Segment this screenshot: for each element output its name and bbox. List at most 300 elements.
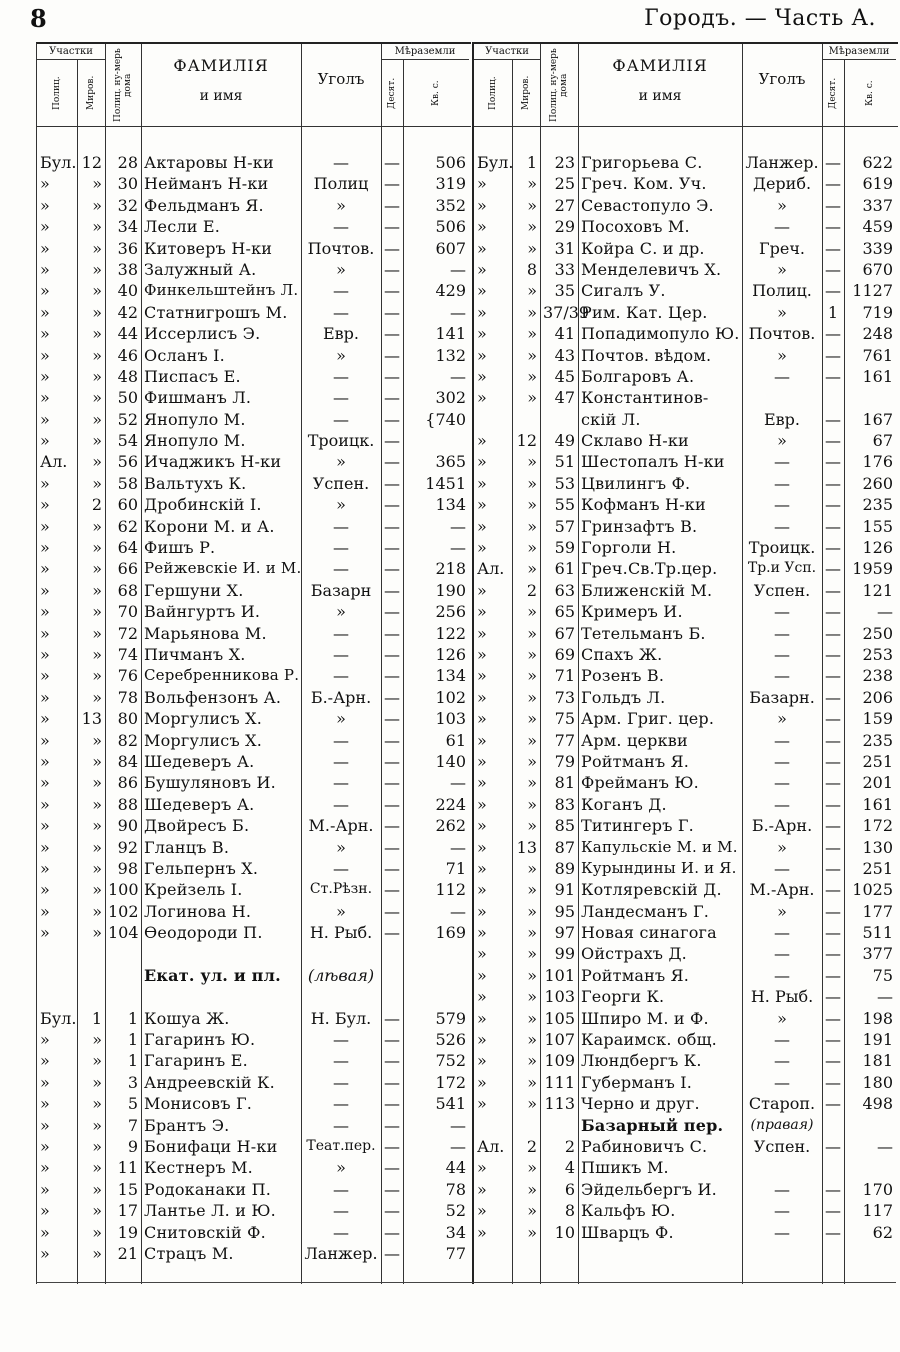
sq-sazhen: —	[450, 773, 466, 793]
desiatiny: —	[384, 473, 400, 493]
uchastok-mirov: »	[92, 452, 102, 472]
uchastok-mirov: »	[92, 602, 102, 622]
sq-sazhen: 526	[435, 1030, 466, 1050]
table-row	[474, 366, 898, 387]
uchastok-mirov: »	[92, 1115, 102, 1135]
uchastok-mirov: »	[92, 259, 102, 279]
owner-name: Бонифаци Н-ки	[144, 1136, 278, 1156]
house-number: 60	[117, 495, 138, 515]
corner: (правая)	[750, 1116, 814, 1133]
desiatiny: —	[825, 687, 841, 707]
house-number: 59	[554, 538, 575, 558]
uchastok-mirov: »	[527, 366, 537, 386]
house-number: 75	[554, 709, 575, 729]
desiatiny: —	[384, 837, 400, 857]
header-ugol: Уголъ	[758, 70, 806, 88]
owner-name: Ройтманъ Я.	[581, 751, 690, 771]
uchastok-mirov: »	[92, 644, 102, 664]
sq-sazhen: 253	[862, 644, 893, 664]
corner: —	[774, 495, 790, 515]
uchastok-mirov: »	[527, 1222, 537, 1242]
table-row	[37, 1136, 471, 1157]
uchastok-polic: »	[40, 345, 50, 365]
uchastok-polic: Ал.	[477, 559, 505, 579]
sq-sazhen: 122	[435, 623, 466, 643]
owner-name: Марьянова М.	[144, 623, 267, 643]
uchastok-polic: »	[477, 1201, 487, 1221]
corner: —	[774, 858, 790, 878]
corner: Греч.	[759, 238, 805, 258]
owner-name: Котляревскій Д.	[581, 880, 722, 900]
uchastok-mirov: »	[527, 1008, 537, 1028]
corner: »	[777, 195, 787, 215]
owner-name: Шедеверъ А.	[144, 794, 255, 814]
desiatiny: —	[384, 259, 400, 279]
owner-name: Гершуни Х.	[144, 580, 244, 600]
house-number: 49	[554, 431, 575, 451]
house-number: 27	[554, 195, 575, 215]
table-row	[37, 815, 471, 836]
table-row	[474, 879, 898, 900]
corner: Почтов.	[307, 238, 375, 258]
sq-sazhen: 180	[862, 1072, 893, 1092]
table-row	[474, 644, 898, 665]
uchastok-mirov: 2	[526, 580, 537, 600]
uchastok-polic: »	[40, 730, 50, 750]
uchastok-polic: »	[477, 1179, 487, 1199]
desiatiny: —	[384, 516, 400, 536]
uchastok-polic: »	[477, 880, 487, 900]
corner: —	[774, 1030, 790, 1050]
house-number: 1	[127, 1051, 138, 1071]
uchastok-polic: »	[477, 1158, 487, 1178]
desiatiny: —	[384, 1201, 400, 1221]
uchastok-mirov: »	[92, 559, 102, 579]
desiatiny: —	[384, 431, 400, 451]
table-row	[37, 751, 471, 772]
sq-sazhen: 155	[862, 516, 893, 536]
desiatiny: —	[384, 1051, 400, 1071]
uchastok-mirov: »	[92, 1051, 102, 1071]
owner-name: Эйдельбергъ И.	[581, 1179, 717, 1199]
owner-name: Фишманъ Л.	[144, 388, 252, 408]
uchastok-mirov: »	[92, 1222, 102, 1242]
owner-name: Лантье Л. и Ю.	[144, 1201, 276, 1221]
uchastok-polic: »	[477, 666, 487, 686]
desiatiny: —	[825, 516, 841, 536]
owner-name: Дробинскій І.	[144, 495, 262, 515]
uchastok-polic: »	[40, 366, 50, 386]
house-number: 11	[117, 1158, 138, 1178]
uchastok-polic: »	[477, 495, 487, 515]
desiatiny: —	[384, 345, 400, 365]
owner-name: Двойресъ Б.	[144, 816, 250, 836]
sq-sazhen: 34	[445, 1222, 466, 1242]
house-number: 41	[554, 324, 575, 344]
table-row	[37, 216, 471, 237]
owner-name: скій Л.	[581, 409, 641, 429]
corner: —	[774, 751, 790, 771]
table-row	[37, 943, 471, 964]
table-row	[37, 152, 471, 173]
sq-sazhen: 579	[435, 1008, 466, 1028]
desiatiny: —	[825, 837, 841, 857]
owner-name: Сигалъ У.	[581, 281, 666, 301]
sq-sazhen: 61	[445, 730, 466, 750]
uchastok-mirov: »	[527, 388, 537, 408]
corner: —	[333, 559, 349, 579]
sq-sazhen: 132	[435, 345, 466, 365]
house-number: 35	[554, 281, 575, 301]
uchastok-polic: »	[477, 345, 487, 365]
uchastok-mirov: »	[527, 1051, 537, 1071]
house-number: 36	[117, 238, 138, 258]
desiatiny: —	[825, 773, 841, 793]
table-row	[37, 345, 471, 366]
corner: —	[774, 944, 790, 964]
sq-sazhen: 161	[862, 794, 893, 814]
corner: »	[336, 495, 346, 515]
table-row	[474, 580, 898, 601]
desiatiny: —	[825, 366, 841, 386]
sq-sazhen: 134	[435, 666, 466, 686]
corner: »	[777, 1008, 787, 1028]
table-row	[37, 730, 471, 751]
owner-name: Менделевичъ Х.	[581, 259, 722, 279]
house-number: 65	[554, 602, 575, 622]
uchastok-polic: »	[477, 174, 487, 194]
desiatiny: —	[384, 666, 400, 686]
corner: —	[333, 1179, 349, 1199]
table-row	[37, 195, 471, 216]
sq-sazhen: 1451	[425, 473, 466, 493]
corner: —	[333, 751, 349, 771]
corner: Троицк.	[307, 431, 375, 451]
header-uchastki: Участки	[37, 46, 105, 60]
house-number: 6	[564, 1179, 575, 1199]
desiatiny: —	[384, 238, 400, 258]
uchastok-mirov: »	[92, 794, 102, 814]
owner-name: Фельдманъ Я.	[144, 195, 264, 215]
uchastok-polic: »	[40, 174, 50, 194]
table-row	[37, 837, 471, 858]
sq-sazhen: 251	[862, 858, 893, 878]
corner: —	[333, 773, 349, 793]
house-number: 48	[117, 366, 138, 386]
table-row	[474, 730, 898, 751]
desiatiny: —	[825, 1179, 841, 1199]
sq-sazhen: 319	[435, 174, 466, 194]
sq-sazhen: 190	[435, 580, 466, 600]
table-row	[37, 1072, 471, 1093]
owner-name: Георги К.	[581, 987, 665, 1007]
desiatiny: —	[384, 580, 400, 600]
house-number: 17	[117, 1201, 138, 1221]
desiatiny: —	[825, 538, 841, 558]
sq-sazhen: 238	[862, 666, 893, 686]
table-row	[37, 687, 471, 708]
table-row	[37, 623, 471, 644]
table-row	[37, 1222, 471, 1243]
uchastok-polic: »	[40, 516, 50, 536]
uchastok-polic: »	[40, 1051, 50, 1071]
table-row	[474, 238, 898, 259]
uchastok-polic: »	[40, 324, 50, 344]
owner-name: Брантъ Э.	[144, 1115, 230, 1135]
uchastok-polic: »	[40, 1030, 50, 1050]
uchastok-polic: »	[40, 1136, 50, 1156]
corner: Дериб.	[752, 174, 812, 194]
owner-name: Ичаджикъ Н-ки	[144, 452, 282, 472]
house-number: 92	[117, 837, 138, 857]
house-number: 98	[117, 858, 138, 878]
owner-name: Корони М. и А.	[144, 516, 275, 536]
desiatiny: —	[825, 709, 841, 729]
table-row	[474, 1093, 898, 1114]
house-number: 95	[554, 901, 575, 921]
owner-name: Шедеверъ А.	[144, 751, 255, 771]
desiatiny: —	[384, 751, 400, 771]
sq-sazhen: 541	[435, 1094, 466, 1114]
table-row	[37, 1050, 471, 1071]
owner-name: Константинов-	[581, 388, 709, 408]
sq-sazhen: 761	[862, 345, 893, 365]
house-number: 66	[117, 559, 138, 579]
desiatiny: —	[825, 238, 841, 258]
uchastok-polic: »	[477, 388, 487, 408]
house-number: 71	[554, 666, 575, 686]
corner: —	[333, 1030, 349, 1050]
owner-name: Шпиро М. и Ф.	[581, 1008, 709, 1028]
owner-name: Караимск. общ.	[581, 1030, 717, 1050]
desiatiny: —	[825, 174, 841, 194]
corner: —	[333, 623, 349, 643]
corner: »	[777, 837, 787, 857]
uchastok-mirov: »	[92, 174, 102, 194]
sq-sazhen: —	[450, 259, 466, 279]
sq-sazhen: 1959	[852, 559, 893, 579]
sq-sazhen: 235	[862, 495, 893, 515]
uchastok-polic: »	[477, 709, 487, 729]
uchastok-polic: »	[40, 388, 50, 408]
desiatiny: —	[384, 687, 400, 707]
corner: Успен.	[312, 473, 370, 493]
uchastok-mirov: »	[92, 409, 102, 429]
sq-sazhen: 52	[445, 1201, 466, 1221]
table-row	[37, 901, 471, 922]
house-number: 79	[554, 751, 575, 771]
header-mera: Мѣраземли	[822, 46, 896, 60]
corner: »	[777, 709, 787, 729]
corner: »	[336, 452, 346, 472]
desiatiny: —	[384, 644, 400, 664]
uchastok-mirov: »	[92, 1243, 102, 1263]
table-row	[37, 1179, 471, 1200]
uchastok-mirov: »	[527, 217, 537, 237]
table-row	[474, 345, 898, 366]
table-row	[37, 173, 471, 194]
house-number: 7	[127, 1115, 138, 1135]
corner: —	[774, 1201, 790, 1221]
uchastok-polic: »	[40, 559, 50, 579]
uchastok-polic: Бул.	[477, 153, 514, 172]
owner-name: Григорьева С.	[581, 153, 703, 172]
uchastok-polic: »	[40, 1201, 50, 1221]
corner: Ланжер.	[304, 1243, 378, 1263]
house-number: 34	[117, 217, 138, 237]
header-kvs: Кв. с.	[865, 80, 875, 106]
corner: Троицк.	[748, 538, 816, 558]
sq-sazhen: 140	[435, 751, 466, 771]
desiatiny: —	[384, 495, 400, 515]
uchastok-polic: »	[477, 987, 487, 1007]
uchastok-mirov: »	[527, 538, 537, 558]
house-number: 29	[554, 217, 575, 237]
corner: Полиц	[313, 174, 369, 194]
owner-name: Базарный пер.	[581, 1115, 724, 1135]
table-row	[37, 665, 471, 686]
uchastok-polic: »	[40, 217, 50, 237]
table-row	[37, 1243, 471, 1264]
house-number: 19	[117, 1222, 138, 1242]
corner: —	[774, 1179, 790, 1199]
desiatiny: —	[384, 388, 400, 408]
uchastok-polic: »	[40, 880, 50, 900]
sq-sazhen: —	[450, 837, 466, 857]
uchastok-polic: »	[477, 1222, 487, 1242]
house-number: 61	[554, 559, 575, 579]
uchastok-mirov: »	[92, 751, 102, 771]
uchastok-polic: »	[40, 794, 50, 814]
desiatiny: —	[825, 944, 841, 964]
uchastok-mirov: »	[92, 388, 102, 408]
uchastok-mirov: 2	[91, 495, 102, 515]
uchastok-mirov: »	[92, 195, 102, 215]
corner: »	[336, 837, 346, 857]
table-row	[37, 922, 471, 943]
owner-name: Гланцъ В.	[144, 837, 230, 857]
uchastok-polic: »	[477, 623, 487, 643]
header-uchastki: Участки	[474, 46, 540, 60]
uchastok-polic: »	[477, 1008, 487, 1028]
sq-sazhen: —	[450, 538, 466, 558]
house-number: 87	[554, 837, 575, 857]
bottom-rule	[36, 1282, 896, 1283]
uchastok-mirov: »	[92, 217, 102, 237]
desiatiny: —	[825, 644, 841, 664]
house-number: 21	[117, 1243, 138, 1263]
uchastok-polic: »	[40, 816, 50, 836]
uchastok-polic: »	[40, 751, 50, 771]
sq-sazhen: —	[450, 901, 466, 921]
table-row	[37, 430, 471, 451]
house-number: 99	[554, 944, 575, 964]
desiatiny: —	[384, 709, 400, 729]
header-i-imya: и имя	[199, 88, 243, 104]
corner: —	[333, 1051, 349, 1071]
uchastok-polic: »	[477, 195, 487, 215]
uchastok-polic: »	[40, 580, 50, 600]
uchastok-polic: Бул.	[40, 153, 77, 172]
uchastok-polic: »	[477, 302, 487, 322]
sq-sazhen: 71	[445, 858, 466, 878]
owner-name: Бушуляновъ И.	[144, 773, 276, 793]
uchastok-mirov: »	[92, 473, 102, 493]
header-familia: ФАМИЛІЯ	[173, 56, 269, 75]
corner: Почтов.	[748, 324, 816, 344]
house-number: 32	[117, 195, 138, 215]
desiatiny: —	[384, 324, 400, 344]
owner-name: Коганъ Д.	[581, 794, 667, 814]
uchastok-mirov: »	[92, 623, 102, 643]
uchastok-polic: »	[477, 773, 487, 793]
desiatiny: —	[825, 923, 841, 943]
sq-sazhen: {740	[425, 409, 466, 429]
uchastok-polic: »	[477, 858, 487, 878]
house-number: 68	[117, 580, 138, 600]
table-row	[37, 965, 471, 986]
uchastok-polic: »	[477, 751, 487, 771]
corner: Б.-Арн.	[751, 816, 813, 836]
uchastok-polic: »	[477, 538, 487, 558]
uchastok-mirov: »	[92, 1179, 102, 1199]
house-number: 33	[554, 259, 575, 279]
owner-name: Гольдъ Л.	[581, 687, 666, 707]
uchastok-polic: »	[40, 259, 50, 279]
uchastok-polic: »	[477, 366, 487, 386]
owner-name: Арм. церкви	[581, 730, 688, 750]
uchastok-mirov: »	[527, 773, 537, 793]
table-row	[474, 280, 898, 301]
table-row	[474, 302, 898, 323]
sq-sazhen: 719	[862, 302, 893, 322]
corner: —	[333, 858, 349, 878]
owner-name: Посоховъ М.	[581, 217, 690, 237]
sq-sazhen: 256	[435, 602, 466, 622]
sq-sazhen: 191	[862, 1030, 893, 1050]
table-row	[474, 794, 898, 815]
desiatiny: —	[384, 1094, 400, 1114]
table-row	[474, 323, 898, 344]
desiatiny: —	[384, 1115, 400, 1135]
uchastok-mirov: »	[92, 901, 102, 921]
corner: »	[336, 345, 346, 365]
corner: (лѣвая)	[307, 965, 375, 985]
corner: —	[774, 923, 790, 943]
house-number: 54	[117, 431, 138, 451]
corner: М.-Арн.	[749, 880, 815, 900]
table-row	[474, 623, 898, 644]
table-row	[37, 644, 471, 665]
uchastok-mirov: »	[92, 687, 102, 707]
uchastok-mirov: »	[92, 923, 102, 943]
table-row	[474, 1008, 898, 1029]
sq-sazhen: 78	[445, 1179, 466, 1199]
uchastok-mirov: »	[527, 987, 537, 1007]
table-row	[474, 409, 898, 430]
uchastok-polic: »	[40, 238, 50, 258]
owner-name: Рабиновичъ С.	[581, 1136, 708, 1156]
corner: »	[336, 259, 346, 279]
sq-sazhen: 339	[862, 238, 893, 258]
uchastok-mirov: »	[92, 238, 102, 258]
owner-name: Новая синагога	[581, 923, 717, 943]
owner-name: Родоканаки П.	[144, 1179, 272, 1199]
uchastok-mirov: »	[92, 773, 102, 793]
desiatiny: —	[384, 816, 400, 836]
corner: —	[333, 1072, 349, 1092]
house-number: 64	[117, 538, 138, 558]
